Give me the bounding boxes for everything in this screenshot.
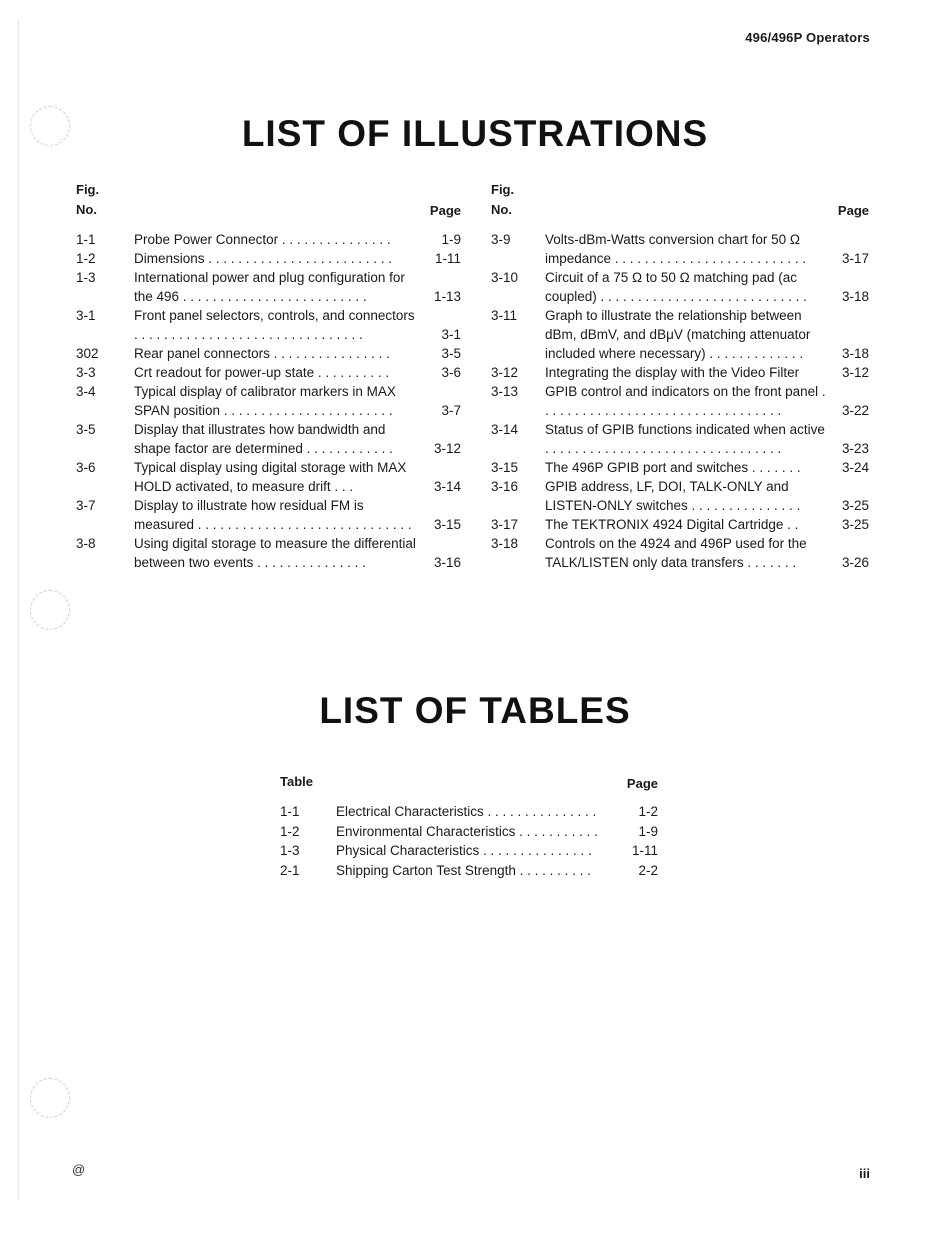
list-item bbox=[491, 268, 869, 306]
entry-number: 3-6 bbox=[76, 460, 96, 475]
entry-title: GPIB control and indicators on the front panel . . . . . . . . . . . . . . . . . . . . . . . . . . . . . . . . . bbox=[545, 384, 826, 418]
entry-number: 3-13 bbox=[491, 384, 519, 399]
entry-title: Crt readout for power-up state . . . . . . . . . . bbox=[134, 365, 390, 380]
list-item bbox=[491, 420, 869, 458]
list-item bbox=[491, 230, 869, 268]
list-item bbox=[76, 268, 461, 306]
illustrations-left-list bbox=[76, 230, 461, 572]
entry-page: 3-26 bbox=[841, 555, 869, 570]
list-item bbox=[76, 363, 461, 382]
entry-number: 1-1 bbox=[280, 804, 300, 819]
entry-title: The TEKTRONIX 4924 Digital Cartridge . . bbox=[545, 517, 799, 532]
binder-hole bbox=[30, 590, 70, 630]
entry-title: Dimensions . . . . . . . . . . . . . . . . . . . . . . . . . bbox=[134, 251, 393, 266]
list-item bbox=[76, 249, 461, 268]
list-item bbox=[491, 382, 869, 420]
entry-page: 1-9 bbox=[441, 232, 461, 247]
entry-number: 3-4 bbox=[76, 384, 96, 399]
entry-title: Typical display using digital storage with MAX HOLD activated, to measure drift . . . bbox=[134, 460, 407, 494]
entry-number: 1-2 bbox=[76, 251, 96, 266]
illustrations-right-column bbox=[491, 180, 869, 572]
entry-page: 3-1 bbox=[441, 327, 461, 342]
list-item bbox=[280, 841, 658, 861]
list-item bbox=[491, 363, 869, 382]
entry-page: 3-14 bbox=[433, 479, 461, 494]
entry-page: 3-25 bbox=[841, 498, 869, 513]
entry-page: 3-5 bbox=[441, 346, 461, 361]
entry-title: Rear panel connectors . . . . . . . . . . . . . . . . bbox=[134, 346, 390, 361]
entry-page: 3-18 bbox=[841, 346, 869, 361]
entry-page: 3-25 bbox=[841, 517, 869, 532]
tables-header bbox=[280, 772, 658, 802]
entry-title: Shipping Carton Test Strength . . . . . . . . . . bbox=[336, 862, 591, 878]
entry-page: 1-2 bbox=[638, 804, 658, 819]
tables-list bbox=[280, 772, 658, 880]
entry-title: Display to illustrate how residual FM is measured . . . . . . . . . . . . . . . . . . . . . . . . . . . . . bbox=[134, 498, 412, 532]
entry-number: 1-3 bbox=[280, 843, 300, 858]
entry-number: 3-15 bbox=[491, 460, 519, 475]
entry-title: Environmental Characteristics . . . . . . . . . . . bbox=[336, 823, 598, 839]
fig-label: Fig. bbox=[76, 182, 100, 197]
list-item bbox=[491, 477, 869, 515]
list-item bbox=[76, 420, 461, 458]
list-item bbox=[76, 458, 461, 496]
entry-title: GPIB address, LF, DOI, TALK-ONLY and LISTEN-ONLY switches . . . . . . . . . . . . . . . bbox=[545, 479, 801, 513]
entry-page: 3-12 bbox=[433, 441, 461, 456]
entry-title: Front panel selectors, controls, and connectors . . . . . . . . . . . . . . . . . . . . . . . . . . . . . . . bbox=[134, 308, 415, 342]
list-item bbox=[76, 230, 461, 249]
list-item bbox=[491, 515, 869, 534]
entry-title: The 496P GPIB port and switches . . . . . . . bbox=[545, 460, 801, 475]
entry-number: 3-14 bbox=[491, 422, 519, 437]
entry-page: 1-13 bbox=[433, 289, 461, 304]
entry-number: 3-3 bbox=[76, 365, 96, 380]
column-header bbox=[76, 180, 461, 230]
margin-rule bbox=[18, 20, 19, 1200]
entry-title: Volts-dBm-Watts conversion chart for 50 Ω impedance . . . . . . . . . . . . . . . . . . . . . . . . . . bbox=[545, 232, 807, 266]
illustrations-heading: LIST OF ILLUSTRATIONS bbox=[241, 113, 709, 154]
entry-page: 3-18 bbox=[841, 289, 869, 304]
footer-mark: @ bbox=[72, 1162, 86, 1177]
list-item bbox=[76, 306, 461, 344]
entry-title: Display that illustrates how bandwidth and shape factor are determined . . . . . . . . . . . . bbox=[134, 422, 393, 456]
entry-page: 3-6 bbox=[441, 365, 461, 380]
running-header: 496/496P Operators bbox=[745, 30, 870, 45]
entry-title: Probe Power Connector . . . . . . . . . . . . . . . bbox=[134, 232, 391, 247]
list-item bbox=[491, 306, 869, 363]
page-label: Page bbox=[626, 776, 658, 791]
entry-title: Integrating the display with the Video Filter bbox=[545, 365, 800, 380]
entry-title: Using digital storage to measure the differential between two events . . . . . . . . . . . . . . . bbox=[134, 536, 416, 570]
entry-number: 3-9 bbox=[491, 232, 511, 247]
entry-title: Physical Characteristics . . . . . . . . . . . . . . . bbox=[336, 843, 592, 858]
entry-page: 1-11 bbox=[434, 251, 461, 266]
entry-number: 1-1 bbox=[76, 232, 96, 247]
entry-page: 1-11 bbox=[631, 843, 658, 858]
table-label: Table bbox=[280, 774, 313, 789]
entry-page: 2-2 bbox=[638, 862, 658, 878]
entry-number: 3-8 bbox=[76, 536, 96, 551]
list-item bbox=[280, 822, 658, 842]
entry-page: 3-17 bbox=[841, 251, 869, 266]
list-item bbox=[491, 534, 869, 572]
entry-page: 3-16 bbox=[433, 555, 461, 570]
page-label: Page bbox=[429, 203, 461, 218]
binder-hole bbox=[30, 1078, 70, 1118]
entry-number: 2-1 bbox=[280, 862, 300, 878]
no-label: No. bbox=[491, 202, 512, 217]
column-header bbox=[491, 180, 869, 230]
entry-page: 1-9 bbox=[638, 823, 658, 839]
entry-number: 302 bbox=[76, 346, 99, 361]
page-number: iii bbox=[859, 1166, 870, 1181]
list-item bbox=[491, 458, 869, 477]
fig-label: Fig. bbox=[491, 182, 515, 197]
entry-number: 3-1 bbox=[76, 308, 96, 323]
entry-number: 3-18 bbox=[491, 536, 519, 551]
entry-number: 3-7 bbox=[76, 498, 96, 513]
entry-page: 3-22 bbox=[841, 403, 869, 418]
page-label: Page bbox=[837, 203, 869, 218]
entry-number: 3-11 bbox=[491, 308, 518, 323]
entry-number: 3-10 bbox=[491, 270, 519, 285]
entry-title: Typical display of calibrator markers in MAX SPAN position . . . . . . . . . . . . . . . . . . . . . . . bbox=[134, 384, 396, 418]
entry-number: 3-5 bbox=[76, 422, 96, 437]
list-item bbox=[76, 496, 461, 534]
entry-page: 3-24 bbox=[841, 460, 869, 475]
entry-page: 3-15 bbox=[433, 517, 461, 532]
list-item bbox=[280, 861, 658, 881]
entry-page: 3-12 bbox=[841, 365, 869, 380]
list-item bbox=[76, 534, 461, 572]
entry-number: 3-17 bbox=[491, 517, 519, 532]
entry-page: 3-7 bbox=[441, 403, 461, 418]
entry-title: Electrical Characteristics . . . . . . . . . . . . . . . bbox=[336, 804, 597, 819]
list-item bbox=[76, 382, 461, 420]
list-item bbox=[280, 802, 658, 822]
tables-heading: LIST OF TABLES bbox=[319, 690, 631, 731]
entry-title: Circuit of a 75 Ω to 50 Ω matching pad (ac coupled) . . . . . . . . . . . . . . . . . . . . . . . . . . . . bbox=[545, 270, 807, 304]
entry-page: 3-23 bbox=[841, 441, 869, 456]
illustrations-right-list bbox=[491, 230, 869, 572]
entry-title: Controls on the 4924 and 496P used for the TALK/LISTEN only data transfers . . . . . . . bbox=[545, 536, 807, 570]
illustrations-left-column bbox=[76, 180, 461, 572]
entry-title: Graph to illustrate the relationship between dBm, dBmV, and dBμV (matching attenuator included where necessary) . . . . . . . . . . . . . bbox=[545, 308, 811, 361]
no-label: No. bbox=[76, 202, 97, 217]
entry-number: 1-3 bbox=[76, 270, 96, 285]
entry-number: 3-12 bbox=[491, 365, 519, 380]
entry-number: 1-2 bbox=[280, 823, 300, 839]
list-item bbox=[76, 344, 461, 363]
entry-title: Status of GPIB functions indicated when active . . . . . . . . . . . . . . . . . . . . . . . . . . . . . . . . bbox=[545, 422, 825, 456]
entry-number: 3-16 bbox=[491, 479, 519, 494]
entry-title: International power and plug configuration for the 496 . . . . . . . . . . . . . . . . . . . . . . . . . bbox=[134, 270, 405, 304]
